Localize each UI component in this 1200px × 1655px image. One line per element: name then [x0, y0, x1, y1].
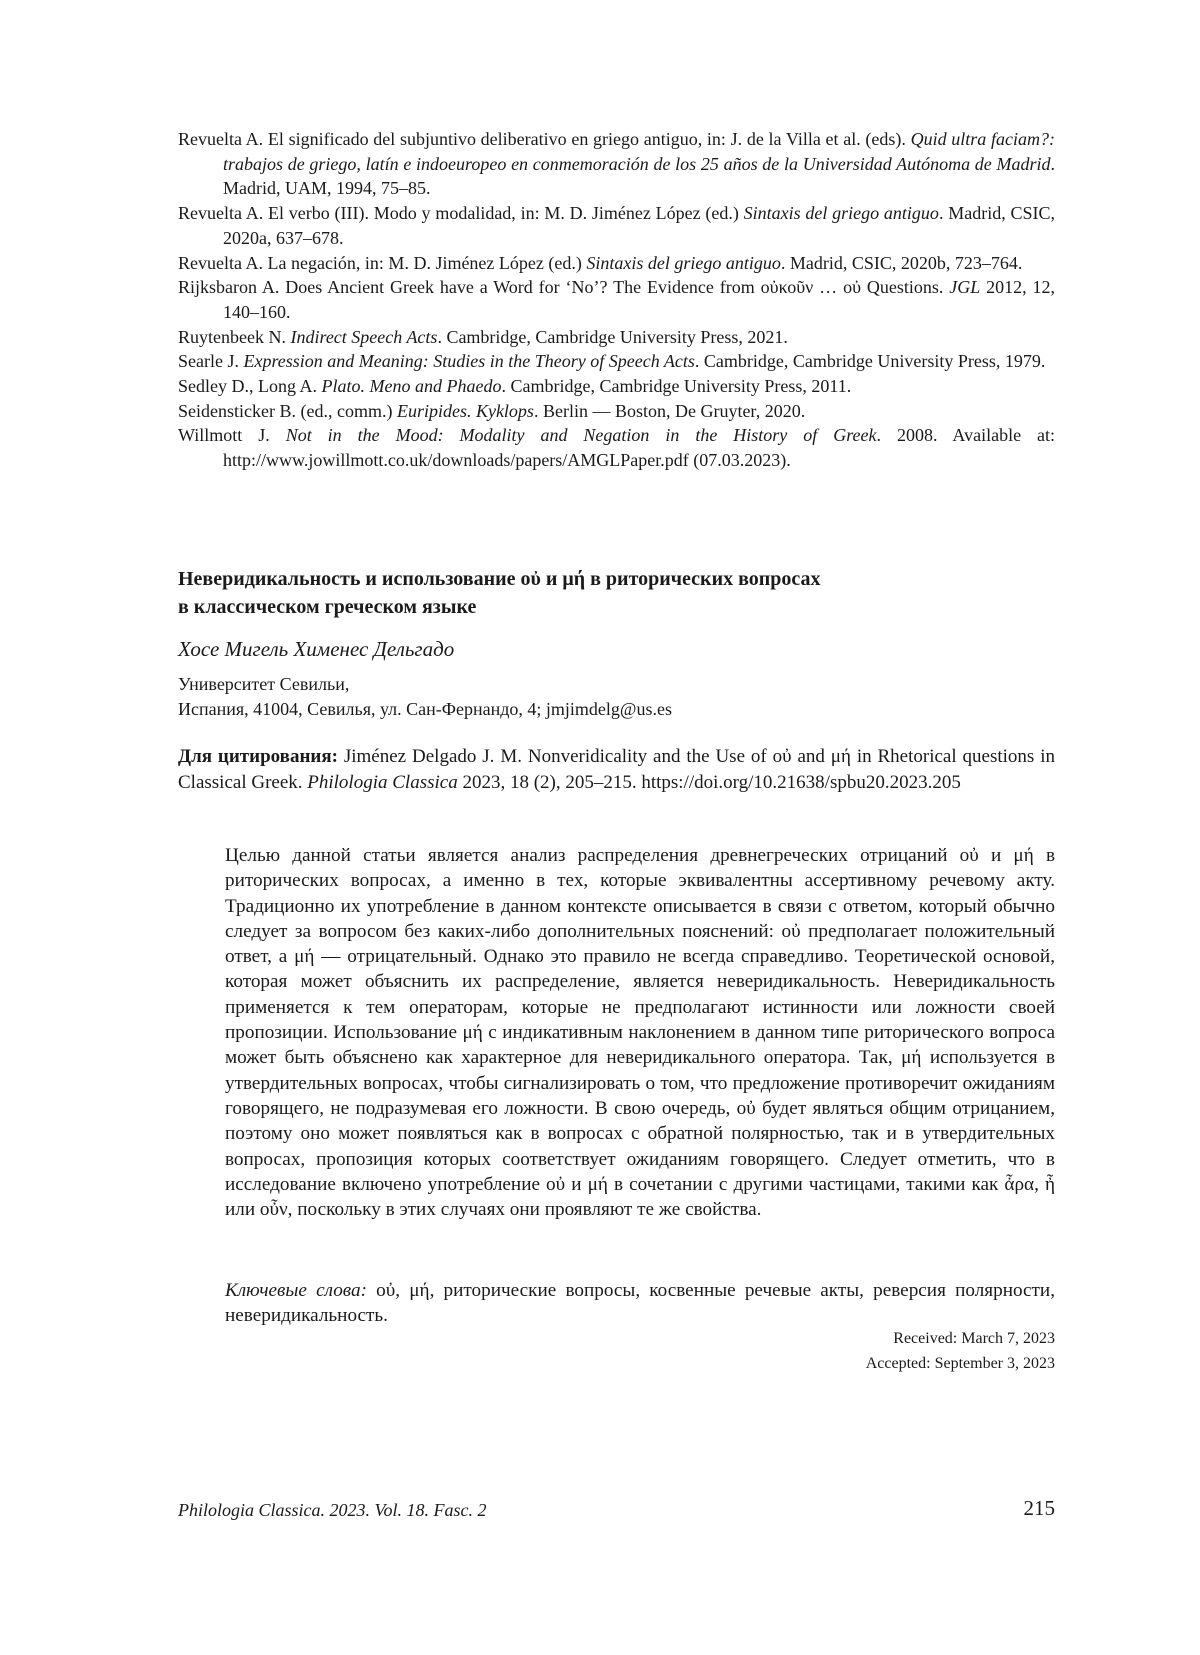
ref-text: . Cambridge, Cambridge University Press, 1979. [694, 351, 1046, 372]
ref-title: Not in the Mood: Modality and Negation in the History of Greek [285, 425, 877, 446]
article-title [178, 565, 1055, 621]
reference-item [178, 374, 1055, 399]
ref-text: . 2008. Available at: http://www.jowillmott.co.uk/downloads/papers/AMGLPaper.pdf (07.03.2023). [223, 425, 1056, 471]
citation-text: 2023, 18 (2), 205–215. https://doi.org/10.21638/spbu20.2023.205 [457, 771, 961, 793]
ref-text: Revuelta A. El significado del subjuntivo deliberativo en griego antiguo, in: J. de la Villa et al. (eds). [178, 129, 911, 149]
footer-journal: Philologia Classica. 2023. Vol. 18. Fasc. 2 [178, 1500, 487, 1520]
ref-title: Plato. Meno and Phaedo [321, 376, 502, 397]
citation-text: Jiménez Delgado J. M. Nonveridicality and the Use of οὐ and μή in Rhetorical questions in Classical Greek. [178, 746, 1055, 793]
ref-text: . Madrid, UAM, 1994, 75–85. [223, 153, 1055, 199]
ref-text: Rijksbaron A. Does Ancient Greek have a Word for ‘No’? The Evidence from οὐκοῦν … οὐ Questions. [178, 277, 950, 298]
ref-text: . Cambridge, Cambridge University Press, 2021. [437, 326, 788, 347]
ref-text: Revuelta A. La negación, in: M. D. Jiménez López (ed.) [178, 252, 587, 273]
keywords [225, 1278, 1055, 1329]
title-line: Неверидикальность и использование οὐ и μή в риторических вопросах [178, 568, 821, 590]
citation-label: Для цитирования: [178, 746, 338, 767]
reference-item [178, 423, 1055, 472]
citation [178, 744, 1055, 795]
keywords-text: οὐ, μή, риторические вопросы, косвенные речевые акты, реверсия полярности, неверидикальность. [225, 1280, 1056, 1327]
accepted-date: Accepted: September 3, 2023 [865, 1355, 1055, 1372]
ref-text: Ruytenbeek N. [178, 326, 291, 347]
reference-item [178, 251, 1055, 276]
ref-title: Indirect Speech Acts [290, 326, 438, 347]
received-date: Received: March 7, 2023 [893, 1330, 1055, 1347]
ref-title: JGL [949, 277, 981, 298]
keywords-label: Ключевые слова: [225, 1280, 367, 1301]
ref-text: Sedley D., Long A. [178, 376, 322, 397]
reference-item [178, 399, 1055, 424]
article-dates [866, 1326, 1055, 1376]
affiliation [178, 672, 1055, 722]
ref-title: Expression and Meaning: Studies in the Theory of Speech Acts [243, 351, 695, 372]
reference-item [178, 127, 1055, 201]
ref-text: . Madrid, CSIC, 2020b, 723–764. [780, 252, 1023, 273]
ref-title: Quid ultra faciam?: trabajos de griego, latín e indoeuropeo en conmemoración de los 25 años de la Universidad Autónoma de Madrid [223, 129, 1055, 174]
abstract: Целью данной статьи является анализ распределения древнегреческих отрицаний οὐ и μή в риторических вопросах, а именно в тех, которые эквивалентны ассертивному речевому акту. Традиционно их употребление в данном контексте описывается в связи с ответом, который обычно следует за вопросом без каких-либо дополнительных пояснений: οὐ предполагает положительный ответ, а μή — отрицательный. Однако это правило не всегда справедливо. Теоретической основой, которая может объяснить их распределение, является неверидикальность. Неверидикальность применяется к тем операторам, которые не предполагают истинности или ложности своей пропозиции. Использование μή с индикативным наклонением в данном типе риторического вопроса может быть объяснено как характерное для неверидикального оператора. Так, μή используется в утвердительных вопросах, чтобы сигнализировать о том, что предложение противоречит ожиданиям говорящего, не подразумевая его ложности. В свою очередь, οὐ будет являться общим отрицанием, поэтому оно может появляться как в вопросах с обратной полярностью, так и в утвердительных вопросах, пропозиция которых соответствует ожиданиям говорящего. Следует отметить, что в исследование включено употребление οὐ и μή в сочетании с другими частицами, такими как ἆρα, ἦ или οὖν, поскольку в этих случаях они проявляют те же свойства. [225, 845, 1055, 1221]
ref-text: . Cambridge, Cambridge University Press, 2011. [501, 376, 852, 397]
ref-text: . Berlin — Boston, De Gruyter, 2020. [533, 400, 806, 421]
ref-text: . Madrid, CSIC, 2020a, 637–678. [223, 203, 1055, 248]
ref-title: Sintaxis del griego antiguo [586, 252, 781, 273]
ref-text: Seidensticker B. (ed., comm.) [178, 400, 397, 421]
ref-text: Revuelta A. El verbo (III). Modo y modalidad, in: M. D. Jiménez López (ed.) [178, 203, 744, 224]
ref-text: Searle J. [178, 351, 244, 372]
reference-item [178, 201, 1055, 250]
ref-title: Sintaxis del griego antiguo [743, 203, 939, 224]
title-line: в классическом греческом языке [178, 596, 477, 618]
page-number: 215 [1023, 1496, 1055, 1520]
reference-item [178, 349, 1055, 374]
affiliation-line: Испания, 41004, Севилья, ул. Сан-Фернандо, 4; jmjimdelg@us.es [178, 699, 672, 719]
citation-journal: Philologia Classica [307, 771, 458, 793]
references-list [178, 127, 1055, 473]
author-name: Хосе Мигель Хименес Дельгадо [178, 637, 455, 661]
ref-text: 2012, 12, 140–160. [223, 277, 1056, 322]
affiliation-line: Университет Севильи, [178, 674, 350, 694]
reference-item [178, 325, 1055, 350]
ref-title: Euripides. Kyklops [396, 400, 534, 421]
ref-text: Willmott J. [178, 425, 286, 446]
reference-item [178, 275, 1055, 324]
